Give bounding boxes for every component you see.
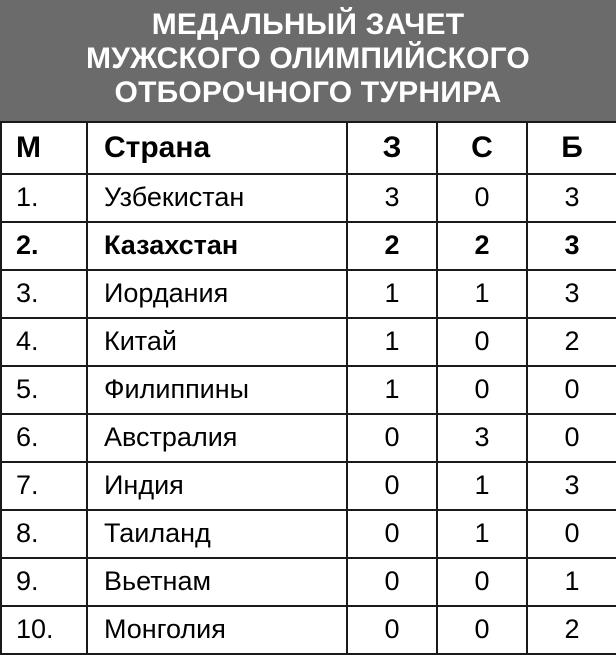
cell-rank: 7. <box>1 462 87 510</box>
cell-rank: 8. <box>1 510 87 558</box>
cell-country: Китай <box>87 318 347 366</box>
cell-country: Монголия <box>87 606 347 654</box>
table-row <box>1 414 616 462</box>
cell-country: Иордания <box>87 270 347 318</box>
table-row <box>1 462 616 510</box>
title-line-3: ОТБОРОЧНОГО ТУРНИРА <box>114 76 502 110</box>
cell-rank: 6. <box>1 414 87 462</box>
cell-silver: 1 <box>437 270 527 318</box>
cell-country: Австралия <box>87 414 347 462</box>
table-body <box>1 174 616 654</box>
cell-gold: 0 <box>347 558 437 606</box>
medal-standings-table <box>0 121 616 655</box>
cell-gold: 0 <box>347 606 437 654</box>
cell-rank: 5. <box>1 366 87 414</box>
cell-bronze: 2 <box>527 606 616 654</box>
table-row <box>1 366 616 414</box>
cell-silver: 1 <box>437 510 527 558</box>
cell-bronze: 3 <box>527 270 616 318</box>
cell-bronze: 0 <box>527 510 616 558</box>
cell-bronze: 3 <box>527 462 616 510</box>
cell-rank: 3. <box>1 270 87 318</box>
cell-rank: 4. <box>1 318 87 366</box>
cell-silver: 0 <box>437 558 527 606</box>
cell-bronze: 3 <box>527 174 616 222</box>
title-line-2: МУЖСКОГО ОЛИМПИЙСКОГО <box>86 42 530 76</box>
table-row <box>1 558 616 606</box>
table-row <box>1 510 616 558</box>
cell-silver: 2 <box>437 222 527 270</box>
title-banner <box>0 0 616 121</box>
table-row <box>1 606 616 654</box>
cell-bronze: 2 <box>527 318 616 366</box>
cell-gold: 3 <box>347 174 437 222</box>
cell-country: Казахстан <box>87 222 347 270</box>
table-row <box>1 174 616 222</box>
cell-country: Таиланд <box>87 510 347 558</box>
cell-bronze: 0 <box>527 366 616 414</box>
cell-gold: 2 <box>347 222 437 270</box>
column-header-country: Страна <box>87 122 347 174</box>
table-row <box>1 318 616 366</box>
column-header-bronze: Б <box>527 122 616 174</box>
cell-gold: 1 <box>347 366 437 414</box>
cell-country: Филиппины <box>87 366 347 414</box>
table-header-row <box>1 122 616 174</box>
cell-bronze: 0 <box>527 414 616 462</box>
cell-gold: 1 <box>347 270 437 318</box>
column-header-rank: М <box>1 122 87 174</box>
table-row <box>1 270 616 318</box>
cell-bronze: 1 <box>527 558 616 606</box>
cell-gold: 0 <box>347 510 437 558</box>
column-header-silver: С <box>437 122 527 174</box>
cell-silver: 0 <box>437 606 527 654</box>
cell-gold: 1 <box>347 318 437 366</box>
column-header-gold: З <box>347 122 437 174</box>
cell-silver: 3 <box>437 414 527 462</box>
cell-silver: 1 <box>437 462 527 510</box>
cell-country: Вьетнам <box>87 558 347 606</box>
cell-silver: 0 <box>437 366 527 414</box>
cell-silver: 0 <box>437 174 527 222</box>
cell-country: Узбекистан <box>87 174 347 222</box>
cell-rank: 1. <box>1 174 87 222</box>
cell-rank: 2. <box>1 222 87 270</box>
cell-rank: 9. <box>1 558 87 606</box>
cell-rank: 10. <box>1 606 87 654</box>
cell-bronze: 3 <box>527 222 616 270</box>
cell-silver: 0 <box>437 318 527 366</box>
cell-gold: 0 <box>347 414 437 462</box>
title-line-1: МЕДАЛЬНЫЙ ЗАЧЕТ <box>151 8 465 41</box>
table-row <box>1 222 616 270</box>
cell-gold: 0 <box>347 462 437 510</box>
cell-country: Индия <box>87 462 347 510</box>
